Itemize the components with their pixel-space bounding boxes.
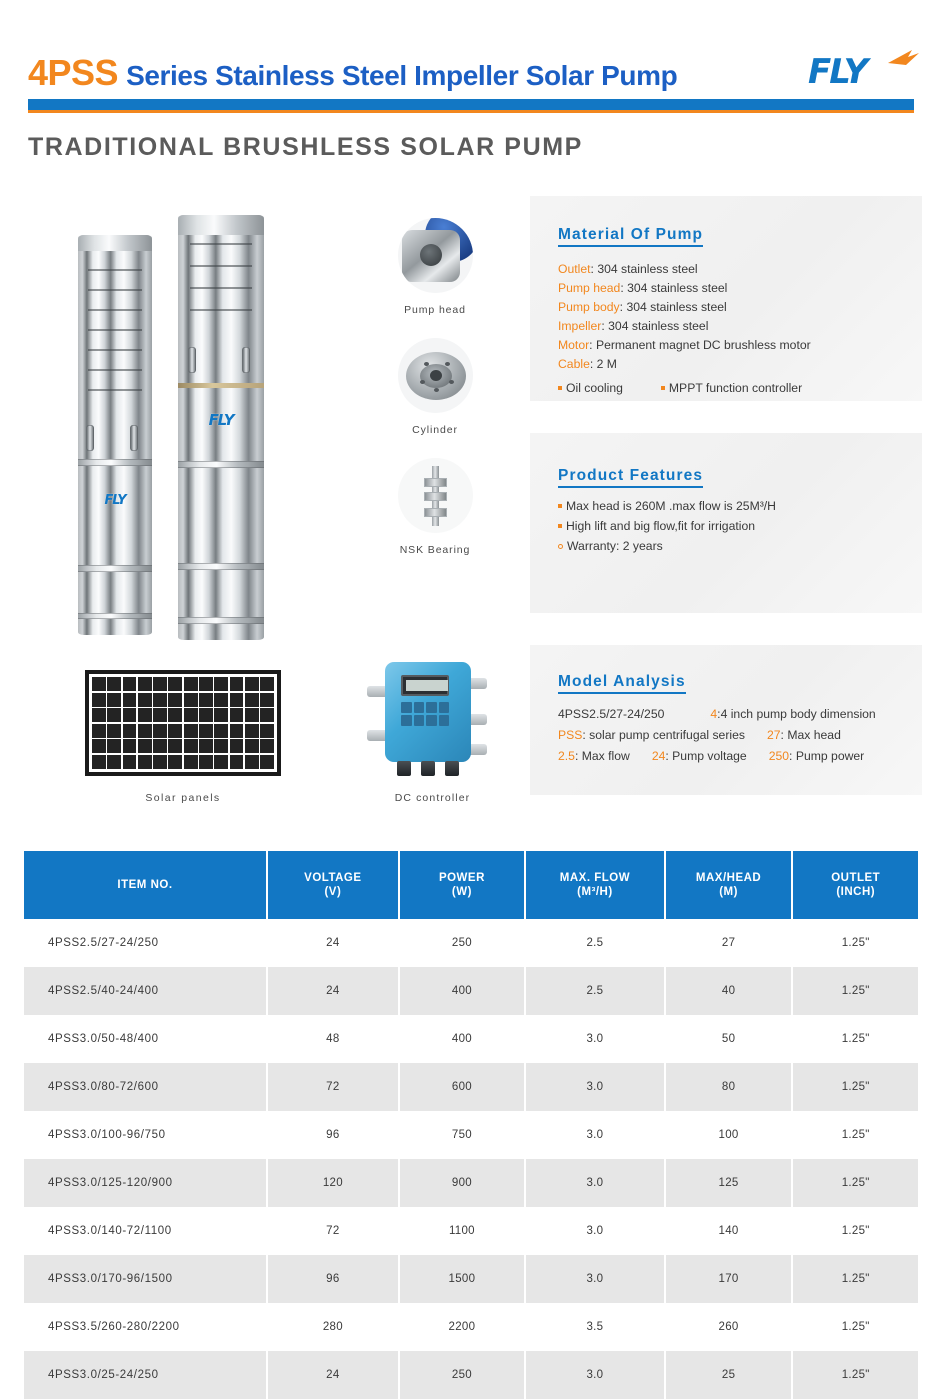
header-line-2: (W) bbox=[451, 886, 472, 898]
cell-item-no: 4PSS3.0/50-48/400 bbox=[24, 1015, 266, 1063]
swoosh-icon bbox=[886, 48, 920, 66]
header-line-1: MAX/HEAD bbox=[695, 872, 762, 884]
specifications-table bbox=[22, 851, 920, 1399]
pump-photo-group bbox=[60, 205, 340, 645]
table-row bbox=[24, 1063, 918, 1111]
cell-max-flow: 3.0 bbox=[526, 1159, 664, 1207]
header-line-2: (INCH) bbox=[836, 886, 876, 898]
spec-value: 304 stainless steel bbox=[626, 300, 727, 314]
spec-label: Pump head bbox=[558, 281, 621, 295]
cell-max-head: 170 bbox=[666, 1255, 792, 1303]
model-legend-row-2: 2.5: Max flow 24: Pump voltage 250: Pump power bbox=[558, 749, 865, 763]
model-key: 24 bbox=[651, 749, 666, 763]
dc-controller-caption: DC controller bbox=[394, 792, 471, 804]
pump-right-slots bbox=[178, 243, 264, 343]
cell-voltage: 72 bbox=[268, 1063, 398, 1111]
header-line-1: ITEM NO. bbox=[117, 879, 173, 891]
title-model: 4PSS bbox=[28, 52, 119, 93]
thumbnail-cylinder bbox=[355, 338, 515, 436]
spec-label: Impeller bbox=[558, 319, 602, 333]
cell-max-head: 40 bbox=[666, 967, 792, 1015]
header-line-2: (M) bbox=[719, 886, 738, 898]
material-spec-motor: Motor: Permanent magnet DC brushless motor bbox=[558, 338, 811, 352]
header-line-2: (V) bbox=[324, 886, 342, 898]
model-key: 2.5 bbox=[558, 749, 575, 763]
model-example-row: 4PSS2.5/27-24/250 4:4 inch pump body dimension bbox=[558, 707, 876, 721]
feature-text: Max head is 260M .max flow is 25M³/H bbox=[566, 499, 776, 513]
cell-outlet: 1.25" bbox=[793, 919, 918, 967]
model-legend-row-1: PSS: solar pump centrifugal series 27: Max head bbox=[558, 728, 841, 742]
header-line-1: MAX. FLOW bbox=[559, 872, 631, 884]
cell-outlet: 1.25" bbox=[793, 1159, 918, 1207]
cell-max-head: 27 bbox=[666, 919, 792, 967]
cell-max-flow: 3.0 bbox=[526, 1111, 664, 1159]
spec-label: Motor bbox=[558, 338, 590, 352]
header-divider-blue bbox=[28, 99, 914, 110]
pump-head-photo bbox=[398, 218, 473, 293]
cell-max-flow: 2.5 bbox=[526, 967, 664, 1015]
cell-max-flow: 3.0 bbox=[526, 1207, 664, 1255]
page-header bbox=[0, 0, 942, 120]
material-bullet-row bbox=[558, 378, 922, 398]
pump-left-ring-3 bbox=[78, 613, 152, 619]
model-analysis-panel bbox=[530, 645, 922, 795]
cell-power: 600 bbox=[400, 1063, 524, 1111]
header-line-1: OUTLET bbox=[831, 872, 881, 884]
solar-panel-figure bbox=[85, 670, 281, 804]
cell-voltage: 24 bbox=[268, 967, 398, 1015]
cell-voltage: 120 bbox=[268, 1159, 398, 1207]
pump-left-logo: FLY bbox=[104, 493, 126, 508]
model-example-code: 4PSS2.5/27-24/250 bbox=[558, 707, 665, 721]
table-row bbox=[24, 919, 918, 967]
cell-max-flow: 3.5 bbox=[526, 1303, 664, 1351]
cell-item-no: 4PSS2.5/27-24/250 bbox=[24, 919, 266, 967]
component-thumbnail-list bbox=[355, 218, 515, 578]
model-key: 4 bbox=[710, 707, 718, 721]
cell-max-flow: 3.0 bbox=[526, 1015, 664, 1063]
material-spec-outlet: Outlet: 304 stainless steel bbox=[558, 262, 698, 276]
cell-max-flow: 2.5 bbox=[526, 919, 664, 967]
table-row bbox=[24, 1015, 918, 1063]
cell-item-no: 4PSS3.5/260-280/2200 bbox=[24, 1303, 266, 1351]
dc-controller-figure bbox=[345, 658, 520, 804]
page-title bbox=[28, 52, 677, 94]
cell-max-head: 140 bbox=[666, 1207, 792, 1255]
pump-right-logo: FLY bbox=[208, 411, 234, 429]
cell-max-flow: 3.0 bbox=[526, 1063, 664, 1111]
cell-item-no: 4PSS3.0/140-72/1100 bbox=[24, 1207, 266, 1255]
cell-item-no: 4PSS3.0/25-24/250 bbox=[24, 1351, 266, 1399]
bullet-ring-icon bbox=[558, 544, 563, 549]
cell-voltage: 96 bbox=[268, 1255, 398, 1303]
bullet-square-icon bbox=[558, 504, 562, 508]
cell-max-head: 260 bbox=[666, 1303, 792, 1351]
header-line-1: VOLTAGE bbox=[304, 872, 362, 884]
cell-power: 400 bbox=[400, 967, 524, 1015]
material-spec-pump-body: Pump body: 304 stainless steel bbox=[558, 300, 727, 314]
cell-item-no: 4PSS2.5/40-24/400 bbox=[24, 967, 266, 1015]
model-desc: Max flow bbox=[581, 749, 630, 763]
table-header-voltage bbox=[268, 851, 398, 919]
cell-outlet: 1.25" bbox=[793, 1063, 918, 1111]
model-desc: 4 inch pump body dimension bbox=[720, 707, 876, 721]
feature-item-warranty bbox=[558, 536, 922, 556]
cell-item-no: 4PSS3.0/80-72/600 bbox=[24, 1063, 266, 1111]
table-row bbox=[24, 1207, 918, 1255]
table-row bbox=[24, 1303, 918, 1351]
table-row bbox=[24, 1111, 918, 1159]
cell-voltage: 280 bbox=[268, 1303, 398, 1351]
cell-max-head: 25 bbox=[666, 1351, 792, 1399]
header-line-2: (M³/H) bbox=[577, 886, 613, 898]
model-desc: Pump voltage bbox=[672, 749, 747, 763]
pump-left-port-b bbox=[130, 425, 138, 451]
feature-text: Warranty: 2 years bbox=[567, 539, 663, 553]
cell-max-head: 125 bbox=[666, 1159, 792, 1207]
material-spec-cable: Cable: 2 M bbox=[558, 357, 617, 371]
pump-left-cap bbox=[78, 235, 152, 251]
title-series: Series Stainless Steel Impeller Solar Pump bbox=[126, 60, 678, 91]
pump-right-ring-2 bbox=[178, 563, 264, 570]
product-features-panel bbox=[530, 433, 922, 613]
material-spec-pump-head: Pump head: 304 stainless steel bbox=[558, 281, 728, 295]
feature-item-high-lift bbox=[558, 516, 922, 536]
dc-controller-photo bbox=[345, 658, 520, 778]
cell-max-head: 50 bbox=[666, 1015, 792, 1063]
material-spec-impeller: Impeller: 304 stainless steel bbox=[558, 319, 709, 333]
material-bullet-oil-cooling: Oil cooling bbox=[566, 381, 623, 395]
pump-left-ring-1 bbox=[78, 459, 152, 466]
table-header-row bbox=[24, 851, 918, 919]
bullet-square-icon bbox=[558, 524, 562, 528]
cell-power: 750 bbox=[400, 1111, 524, 1159]
pump-left-port-a bbox=[86, 425, 94, 451]
table-body bbox=[24, 919, 918, 1399]
cell-voltage: 24 bbox=[268, 1351, 398, 1399]
cylinder-photo bbox=[398, 338, 473, 413]
cell-power: 250 bbox=[400, 1351, 524, 1399]
cell-voltage: 48 bbox=[268, 1015, 398, 1063]
pump-right-brass-band bbox=[178, 383, 264, 388]
spec-label: Cable bbox=[558, 357, 590, 371]
pump-left-slots bbox=[78, 269, 152, 409]
cell-item-no: 4PSS3.0/100-96/750 bbox=[24, 1111, 266, 1159]
bearing-photo bbox=[398, 458, 473, 533]
cell-outlet: 1.25" bbox=[793, 1111, 918, 1159]
bullet-square-icon bbox=[661, 386, 665, 390]
table-header-item-no bbox=[24, 851, 266, 919]
spec-label: Outlet bbox=[558, 262, 591, 276]
pump-right-port-a bbox=[188, 347, 196, 373]
cell-power: 1500 bbox=[400, 1255, 524, 1303]
spec-value: 304 stainless steel bbox=[597, 262, 698, 276]
pump-photo-right bbox=[178, 215, 264, 640]
logo-wordmark: FLY bbox=[808, 52, 867, 92]
header-line-1: POWER bbox=[438, 872, 485, 884]
feature-text: High lift and big flow,fit for irrigation bbox=[566, 519, 755, 533]
material-bullet-mppt: MPPT function controller bbox=[668, 381, 803, 395]
cell-max-flow: 3.0 bbox=[526, 1351, 664, 1399]
thumbnail-bearing bbox=[355, 458, 515, 556]
cell-power: 400 bbox=[400, 1015, 524, 1063]
table-row bbox=[24, 1351, 918, 1399]
solar-panel-photo bbox=[85, 670, 281, 776]
pump-left-ring-2 bbox=[78, 565, 152, 572]
solar-panel-caption: Solar panels bbox=[145, 792, 221, 804]
cell-power: 1100 bbox=[400, 1207, 524, 1255]
cell-outlet: 1.25" bbox=[793, 1303, 918, 1351]
cell-outlet: 1.25" bbox=[793, 1207, 918, 1255]
cell-item-no: 4PSS3.0/170-96/1500 bbox=[24, 1255, 266, 1303]
thumbnail-caption: Pump head bbox=[404, 304, 466, 316]
thumbnail-caption: Cylinder bbox=[412, 424, 458, 436]
model-desc: Max head bbox=[787, 728, 841, 742]
model-key: PSS bbox=[558, 728, 583, 742]
table-header-outlet bbox=[793, 851, 918, 919]
pump-right-ring-1 bbox=[178, 461, 264, 468]
pump-right-port-b bbox=[242, 347, 250, 373]
cell-voltage: 72 bbox=[268, 1207, 398, 1255]
model-key: 27 bbox=[766, 728, 781, 742]
cell-outlet: 1.25" bbox=[793, 1351, 918, 1399]
table-header bbox=[24, 851, 918, 919]
section-subtitle: TRADITIONAL BRUSHLESS SOLAR PUMP bbox=[28, 133, 583, 161]
thumbnail-pump-head bbox=[355, 218, 515, 316]
cell-outlet: 1.25" bbox=[793, 1015, 918, 1063]
table-row bbox=[24, 1255, 918, 1303]
cell-power: 2200 bbox=[400, 1303, 524, 1351]
table-header-max-flow bbox=[526, 851, 664, 919]
table-row bbox=[24, 967, 918, 1015]
table-header-max-head bbox=[666, 851, 792, 919]
bullet-square-icon bbox=[558, 386, 562, 390]
spec-label: Pump body bbox=[558, 300, 620, 314]
header-divider-orange bbox=[28, 110, 914, 113]
model-panel-heading: Model Analysis bbox=[558, 673, 686, 694]
cell-max-head: 100 bbox=[666, 1111, 792, 1159]
cell-power: 900 bbox=[400, 1159, 524, 1207]
model-desc: solar pump centrifugal series bbox=[589, 728, 745, 742]
pump-photo-left bbox=[78, 235, 152, 635]
pump-right-ring-3 bbox=[178, 617, 264, 624]
cell-item-no: 4PSS3.0/125-120/900 bbox=[24, 1159, 266, 1207]
spec-value: 304 stainless steel bbox=[608, 319, 709, 333]
material-panel-heading: Material Of Pump bbox=[558, 226, 703, 247]
spec-value: 2 M bbox=[596, 357, 617, 371]
features-panel-heading: Product Features bbox=[558, 467, 703, 488]
model-desc: Pump power bbox=[795, 749, 865, 763]
cell-outlet: 1.25" bbox=[793, 967, 918, 1015]
thumbnail-caption: NSK Bearing bbox=[399, 544, 471, 556]
table-row bbox=[24, 1159, 918, 1207]
cell-outlet: 1.25" bbox=[793, 1255, 918, 1303]
spec-value: 304 stainless steel bbox=[627, 281, 728, 295]
solar-cell-grid bbox=[92, 677, 274, 769]
cell-voltage: 24 bbox=[268, 919, 398, 967]
cell-max-flow: 3.0 bbox=[526, 1255, 664, 1303]
spec-value: Permanent magnet DC brushless motor bbox=[595, 338, 811, 352]
table-header-power bbox=[400, 851, 524, 919]
model-key: 250 bbox=[768, 749, 790, 763]
feature-item-max-head bbox=[558, 496, 922, 516]
pump-right-cap bbox=[178, 215, 264, 235]
cell-max-head: 80 bbox=[666, 1063, 792, 1111]
brand-logo bbox=[804, 48, 922, 96]
material-of-pump-panel bbox=[530, 196, 922, 401]
cell-power: 250 bbox=[400, 919, 524, 967]
cell-voltage: 96 bbox=[268, 1111, 398, 1159]
